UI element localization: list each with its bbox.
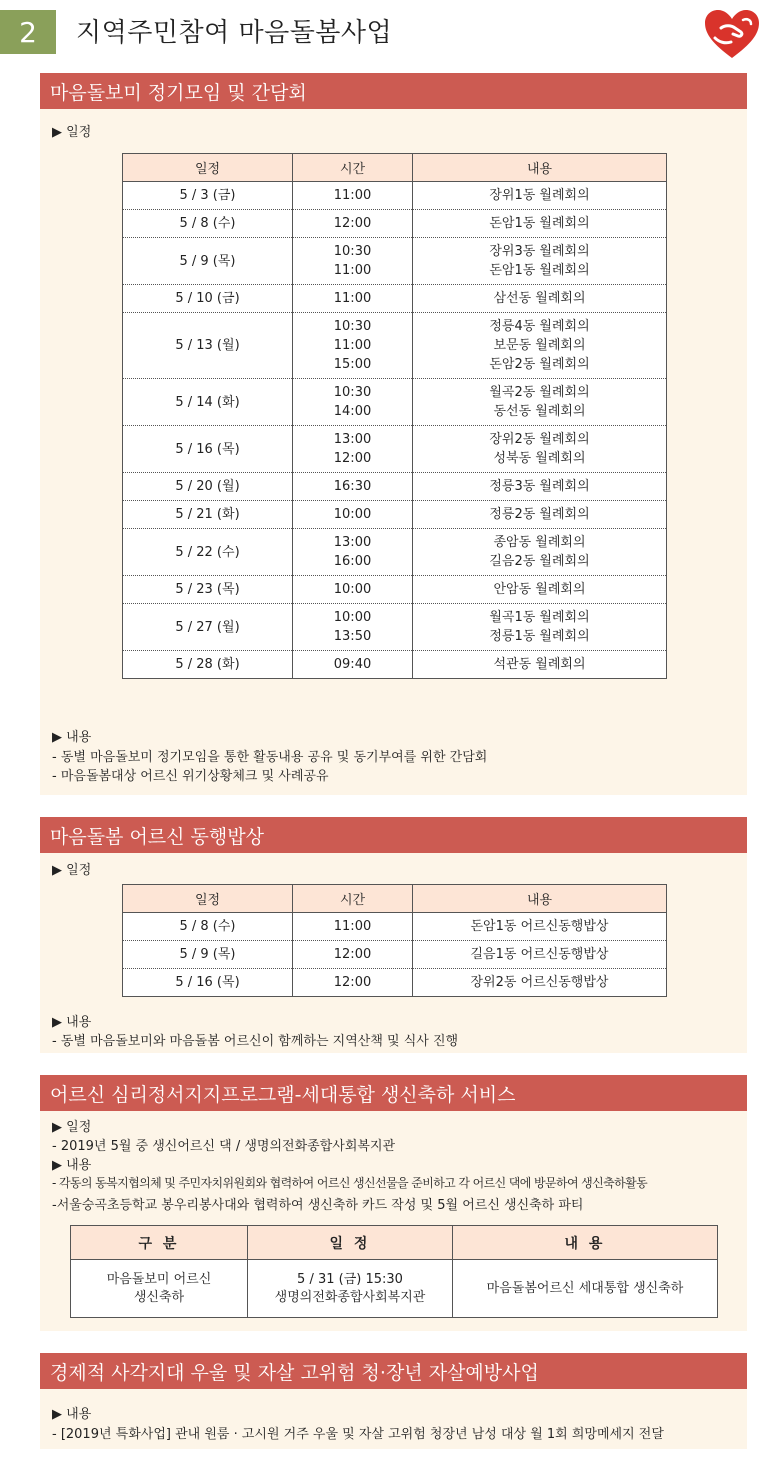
date-cell: 5 / 10 (금) [123, 285, 293, 313]
date-cell: 5 / 8 (수) [123, 210, 293, 238]
date-cell: 5 / 9 (목) [123, 941, 293, 969]
schedule-line: - 2019년 5월 중 생신어르신 댁 / 생명의전화종합사회복지관 [52, 1139, 396, 1154]
content-cell: 종암동 월례회의 길음2동 월례회의 [413, 529, 667, 576]
page-title: 지역주민참여 마음돌봄사업 [76, 18, 393, 48]
content-cell: 장위1동 월례회의 [413, 182, 667, 210]
column-header-date: 일정 [123, 154, 293, 182]
time-cell: 10:00 13:50 [293, 604, 413, 651]
content-line: - 각동의 동복지협의체 및 주민자치위원회와 협력하여 어르신 생신선물을 준비하고 각 어르신 댁에 방문하여 생신축하활동 [52, 1176, 648, 1190]
meal-schedule-table [122, 884, 667, 997]
date-cell: 5 / 8 (수) [123, 913, 293, 941]
table-row [123, 969, 667, 997]
table-row [123, 604, 667, 651]
content-line: - 동별 마음돌보미와 마음돌봄 어르신이 함께하는 지역산책 및 식사 진행 [52, 1034, 459, 1049]
content-cell: 장위3동 월례회의 돈암1동 월례회의 [413, 238, 667, 285]
content-cell: 안암동 월례회의 [413, 576, 667, 604]
schedule-cell: 5 / 31 (금) 15:30 생명의전화종합사회복지관 [248, 1260, 453, 1318]
table-row [123, 285, 667, 313]
content-line: - 동별 마음돌보미 정기모임을 통한 활동내용 공유 및 동기부여를 위한 간담회 [52, 750, 488, 765]
date-cell: 5 / 23 (목) [123, 576, 293, 604]
heart-hands-icon [703, 8, 761, 60]
table-row [123, 913, 667, 941]
column-header-time: 시간 [293, 154, 413, 182]
content-cell: 정릉4동 월례회의 보문동 월례회의 돈암2동 월례회의 [413, 313, 667, 379]
content-label: ▶ 내용 [52, 730, 92, 745]
date-cell: 5 / 27 (월) [123, 604, 293, 651]
date-cell: 5 / 16 (목) [123, 969, 293, 997]
time-cell: 10:00 [293, 576, 413, 604]
time-cell: 13:00 16:00 [293, 529, 413, 576]
content-label: ▶ 내용 [52, 1015, 92, 1030]
time-cell: 10:30 14:00 [293, 379, 413, 426]
section-title: 어르신 심리정서지지프로그램-세대통합 생신축하 서비스 [40, 1075, 747, 1111]
content-line: -서울숭곡초등학교 봉우리봉사대와 협력하여 생신축하 카드 작성 및 5월 어르신 생신축하 파티 [52, 1198, 584, 1213]
section-birthday-service [40, 1075, 747, 1331]
table-row [71, 1260, 718, 1318]
table-row [123, 576, 667, 604]
content-cell: 돈암1동 어르신동행밥상 [413, 913, 667, 941]
date-cell: 5 / 22 (수) [123, 529, 293, 576]
meeting-schedule-table [122, 153, 667, 679]
column-header-date: 일정 [123, 885, 293, 913]
column-header-time: 시간 [293, 885, 413, 913]
time-cell: 16:30 [293, 473, 413, 501]
table-row [123, 182, 667, 210]
section-companion-meal [40, 817, 747, 1053]
section-title: 경제적 사각지대 우울 및 자살 고위험 청·장년 자살예방사업 [40, 1353, 747, 1389]
section-title: 마음돌보미 정기모임 및 간담회 [40, 73, 747, 109]
time-cell: 12:00 [293, 969, 413, 997]
table-row [123, 501, 667, 529]
table-row [123, 529, 667, 576]
content-cell: 길음1동 어르신동행밥상 [413, 941, 667, 969]
content-cell: 장위2동 어르신동행밥상 [413, 969, 667, 997]
section-suicide-prevention [40, 1353, 747, 1449]
time-cell: 09:40 [293, 651, 413, 679]
content-line: - 마음돌봄대상 어르신 위기상황체크 및 사례공유 [52, 769, 329, 784]
column-header-content: 내용 [413, 885, 667, 913]
date-cell: 5 / 16 (목) [123, 426, 293, 473]
section-title: 마음돌봄 어르신 동행밥상 [40, 817, 747, 853]
time-cell: 11:00 [293, 913, 413, 941]
column-header-content: 내 용 [453, 1226, 718, 1260]
page-header [0, 0, 776, 66]
time-cell: 10:00 [293, 501, 413, 529]
content-cell: 장위2동 월례회의 성북동 월례회의 [413, 426, 667, 473]
time-cell: 12:00 [293, 941, 413, 969]
section-regular-meeting [40, 73, 747, 795]
table-row [123, 238, 667, 285]
content-cell: 삼선동 월례회의 [413, 285, 667, 313]
content-cell: 월곡2동 월례회의 동선동 월례회의 [413, 379, 667, 426]
column-header-content: 내용 [413, 154, 667, 182]
date-cell: 5 / 3 (금) [123, 182, 293, 210]
schedule-label: ▶ 일정 [52, 863, 92, 878]
table-row [123, 941, 667, 969]
content-label: ▶ 내용 [52, 1407, 92, 1422]
date-cell: 5 / 9 (목) [123, 238, 293, 285]
table-row [123, 210, 667, 238]
time-cell: 11:00 [293, 285, 413, 313]
content-cell: 돈암1동 월례회의 [413, 210, 667, 238]
content-cell: 마음돌봄어르신 세대통합 생신축하 [453, 1260, 718, 1318]
time-cell: 10:30 11:00 15:00 [293, 313, 413, 379]
content-cell: 정릉2동 월례회의 [413, 501, 667, 529]
content-cell: 월곡1동 월례회의 정릉1동 월례회의 [413, 604, 667, 651]
table-row [123, 426, 667, 473]
time-cell: 10:30 11:00 [293, 238, 413, 285]
date-cell: 5 / 13 (월) [123, 313, 293, 379]
table-row [123, 651, 667, 679]
time-cell: 13:00 12:00 [293, 426, 413, 473]
time-cell: 11:00 [293, 182, 413, 210]
schedule-label: ▶ 일정 [52, 1120, 92, 1135]
category-cell: 마음돌보미 어르신 생신축하 [71, 1260, 248, 1318]
section-number: 2 [0, 10, 56, 54]
date-cell: 5 / 21 (화) [123, 501, 293, 529]
content-cell: 석관동 월례회의 [413, 651, 667, 679]
date-cell: 5 / 28 (화) [123, 651, 293, 679]
birthday-summary-table [70, 1225, 718, 1318]
table-row [123, 313, 667, 379]
time-cell: 12:00 [293, 210, 413, 238]
date-cell: 5 / 20 (월) [123, 473, 293, 501]
content-cell: 정릉3동 월례회의 [413, 473, 667, 501]
column-header-category: 구 분 [71, 1226, 248, 1260]
schedule-label: ▶ 일정 [52, 125, 92, 140]
date-cell: 5 / 14 (화) [123, 379, 293, 426]
content-line: - [2019년 특화사업] 관내 원룸 · 고시원 거주 우울 및 자살 고위험 청장년 남성 대상 월 1회 희망메세지 전달 [52, 1427, 664, 1442]
content-label: ▶ 내용 [52, 1158, 92, 1173]
column-header-schedule: 일 정 [248, 1226, 453, 1260]
table-row [123, 473, 667, 501]
table-row [123, 379, 667, 426]
